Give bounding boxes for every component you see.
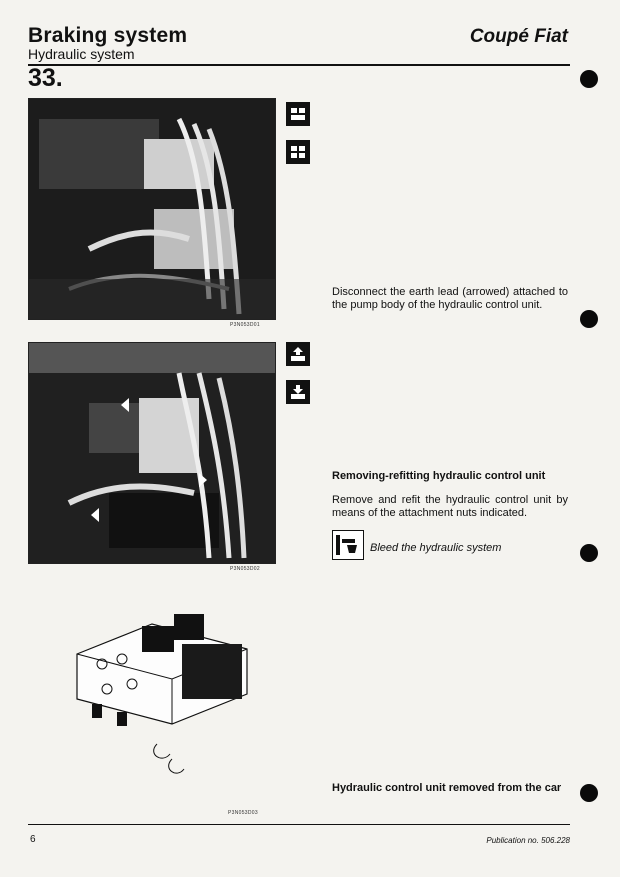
step-number: 33.	[28, 64, 63, 92]
engine-photo-earth-lead	[28, 98, 276, 320]
page-title: Braking system	[28, 24, 188, 47]
page-subtitle: Hydraulic system	[28, 46, 135, 62]
figure-caption: P3N053D01	[230, 322, 260, 328]
bleed-icon	[332, 530, 364, 560]
control-unit-drawing	[62, 604, 262, 784]
footer-rule	[28, 824, 570, 825]
binder-hole	[580, 70, 598, 88]
engine-photo-control-unit	[28, 342, 276, 564]
binder-hole	[580, 544, 598, 562]
header-rule	[28, 64, 570, 66]
brand-name: Coupé Fiat	[469, 26, 568, 47]
remove-icon	[286, 342, 310, 366]
disconnect-icon	[286, 102, 310, 126]
removed-heading: Hydraulic control unit removed from the car	[332, 782, 562, 794]
figure-caption: P3N053D03	[228, 810, 258, 816]
refit-icon	[286, 380, 310, 404]
removing-instruction: Remove and refit the hydraulic control unit by means of the attachment nuts indicated.	[332, 494, 568, 519]
connect-icon	[286, 140, 310, 164]
figure-caption: P3N053D02	[230, 566, 260, 572]
publication-number: Publication no. 506.228	[486, 836, 570, 845]
bleed-instruction: Bleed the hydraulic system	[370, 542, 502, 554]
binder-hole	[580, 310, 598, 328]
earth-lead-instruction: Disconnect the earth lead (arrowed) attached to the pump body of the hydraulic control unit.	[332, 286, 568, 311]
binder-hole	[580, 784, 598, 802]
removing-heading: Removing-refitting hydraulic control unit	[332, 470, 546, 482]
page-number: 6	[30, 834, 36, 845]
